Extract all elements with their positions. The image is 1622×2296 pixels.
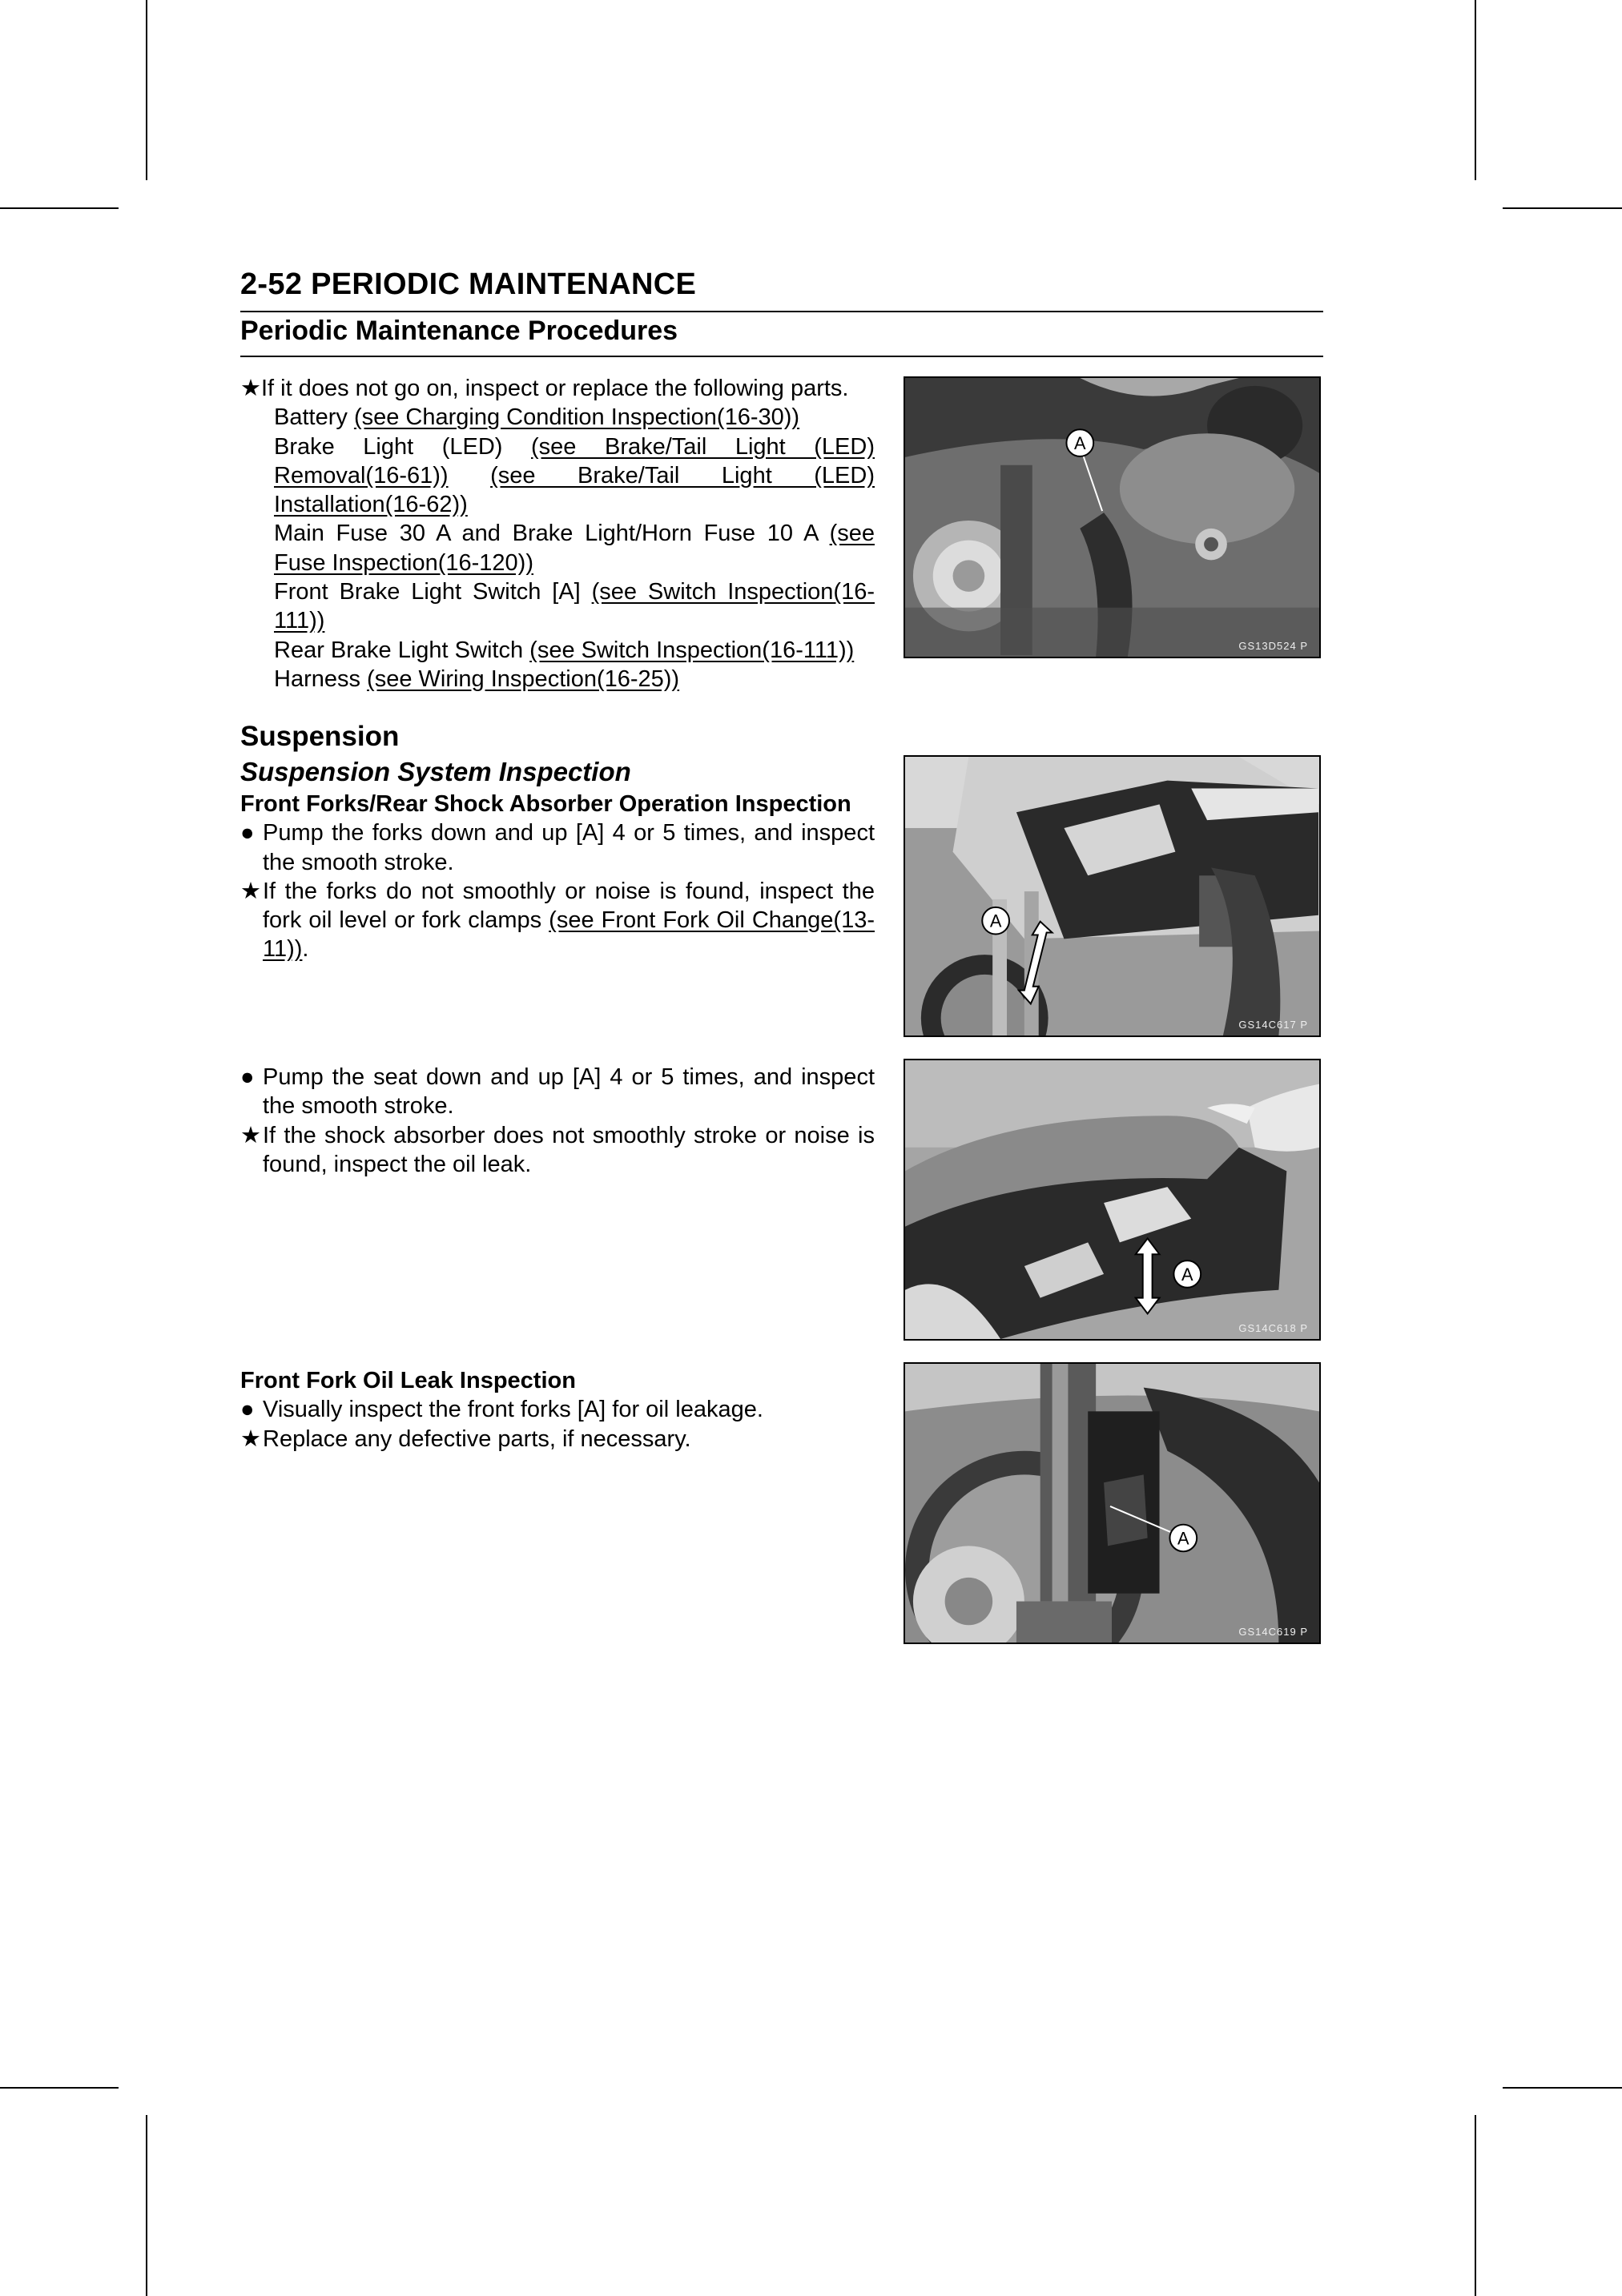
star-icon: ★ (240, 1122, 261, 1148)
star-item (240, 1425, 875, 1454)
crop-mark (1503, 2087, 1622, 2089)
part-battery (240, 403, 875, 432)
link-fuse-inspection[interactable]: (see Fuse Inspection(16-120)) (274, 521, 875, 576)
part-name: Battery (274, 404, 354, 431)
figure-brake-switch-photo (904, 376, 1321, 658)
callout-label: A (989, 911, 1002, 931)
bullet-icon: ● (240, 1397, 255, 1423)
figure-fork-leak-photo (904, 1362, 1321, 1644)
brake-light-block (240, 374, 875, 694)
crop-mark (0, 207, 119, 209)
callout-label: A (1181, 1264, 1193, 1285)
section-title: Periodic Maintenance Procedures (240, 316, 678, 346)
seat-step-text: Pump the seat down and up [A] 4 or 5 times, and inspect the smooth stroke. (263, 1064, 875, 1120)
crop-mark (146, 2115, 147, 2296)
section-rule (240, 356, 1323, 357)
bullet-item (240, 1063, 875, 1121)
title-rule (240, 311, 1323, 312)
figure-code: GS14C619 P (1238, 1626, 1308, 1638)
bullet-item (240, 818, 875, 877)
operation-heading: Front Forks/Rear Shock Absorber Operation Inspection (240, 791, 851, 817)
link-charging-inspection[interactable]: (see Charging Condition Inspection(16-30)) (353, 404, 800, 431)
leak-heading: Front Fork Oil Leak Inspection (240, 1368, 576, 1393)
star-item (240, 1121, 875, 1180)
part-name: Brake Light (LED) (274, 433, 532, 460)
part-rear-switch (240, 636, 875, 665)
link-fork-oil-change[interactable]: (see Front Fork Oil Change(13-11)) (263, 907, 875, 963)
crop-mark (1503, 207, 1622, 209)
figure-code: GS14C617 P (1238, 1019, 1308, 1031)
fork-check-text: If the forks do not smoothly or noise is found, inspect the fork oil level or fork clamps (263, 878, 875, 934)
leak-step-text: Visually inspect the front forks [A] for oil leakage. (263, 1397, 763, 1423)
link-brake-light-removal[interactable]: (see Brake/Tail Light (LED) Removal(16-61)) (274, 433, 875, 489)
link-switch-inspection[interactable]: (see Switch Inspection(16-111)) (529, 637, 855, 663)
part-brake-light (240, 432, 875, 520)
link-switch-inspection[interactable]: (see Switch Inspection(16-111)) (274, 579, 875, 634)
star-icon: ★ (240, 878, 261, 904)
part-name: Front Brake Light Switch [A] (274, 579, 592, 605)
suspension-heading: Suspension (240, 721, 400, 752)
star-icon: ★ (240, 376, 261, 401)
crop-mark (146, 0, 147, 180)
figure-fork-pump-photo (904, 755, 1321, 1037)
page-title: 2-52 PERIODIC MAINTENANCE (240, 267, 697, 301)
star-icon: ★ (240, 1425, 261, 1452)
part-name: Main Fuse 30 A and Brake Light/Horn Fuse 10 A (274, 521, 830, 547)
crop-mark (1475, 2115, 1476, 2296)
figure-code: GS13D524 P (1238, 640, 1308, 652)
crop-mark (1475, 0, 1476, 180)
photo-illustration (905, 1364, 1319, 1643)
crop-mark (0, 2087, 119, 2089)
callout-label: A (1074, 433, 1086, 453)
bullet-item (240, 1395, 875, 1424)
suspension-block (240, 719, 875, 964)
star-item (240, 374, 875, 403)
link-wiring-inspection[interactable]: (see Wiring Inspection(16-25)) (367, 665, 680, 692)
photo-illustration (905, 1060, 1319, 1339)
part-front-switch (240, 577, 875, 636)
link-brake-light-installation[interactable]: (see Brake/Tail Light (LED) Installation(16-62)) (274, 462, 875, 518)
bullet-icon: ● (240, 1064, 255, 1090)
fork-leak-block (240, 1366, 875, 1454)
part-name: Harness (274, 665, 368, 692)
shock-check-text: If the shock absorber does not smoothly stroke or noise is found, inspect the oil leak. (263, 1122, 875, 1177)
bullet-icon: ● (240, 820, 255, 846)
photo-illustration (905, 378, 1319, 657)
callout-label: A (1177, 1528, 1189, 1549)
rear-shock-block (240, 1063, 875, 1179)
part-fuses (240, 519, 875, 577)
leak-check-text: Replace any defective parts, if necessary. (263, 1425, 691, 1452)
photo-illustration (905, 757, 1319, 1035)
part-name: Rear Brake Light Switch (274, 637, 530, 663)
figure-seat-pump-photo (904, 1059, 1321, 1341)
star-item (240, 877, 875, 964)
period: . (302, 936, 309, 963)
part-harness (240, 665, 875, 694)
intro-text: If it does not go on, inspect or replace the following parts. (261, 376, 849, 401)
suspension-subheading: Suspension System Inspection (240, 757, 631, 786)
fork-step-text: Pump the forks down and up [A] 4 or 5 times, and inspect the smooth stroke. (263, 820, 875, 875)
figure-code: GS14C618 P (1238, 1322, 1308, 1334)
